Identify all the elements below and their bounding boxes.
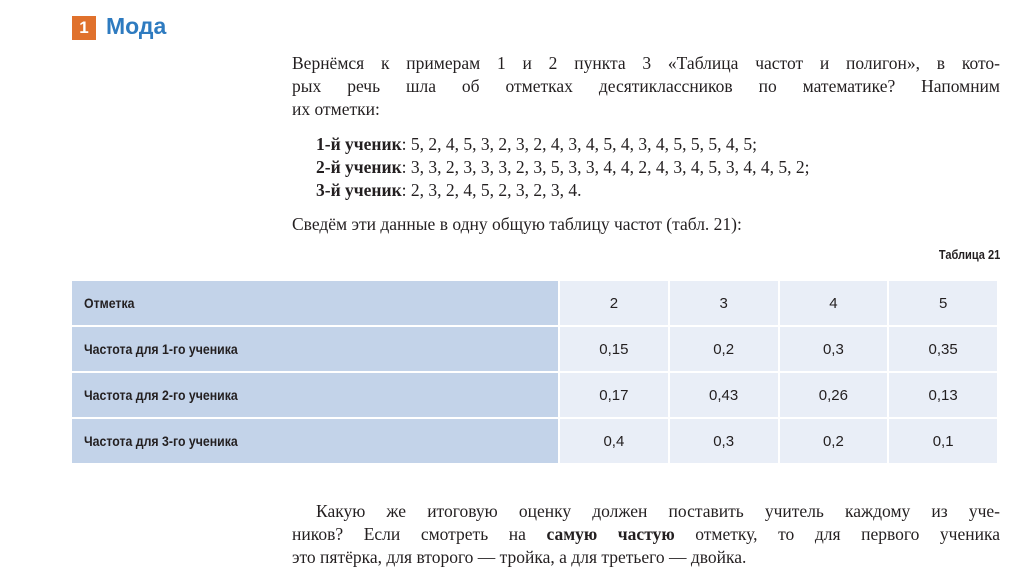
text-line: рых речь шла об отметках десятиклассников по математике? Напомним bbox=[292, 76, 1000, 96]
table-caption: Таблица 21 bbox=[938, 247, 1000, 262]
table-cell: 3 bbox=[670, 281, 778, 325]
table-cell: 0,2 bbox=[780, 419, 888, 463]
row-label-text: Частота для 2-го ученика bbox=[84, 387, 238, 403]
table-cell: 0,2 bbox=[670, 327, 778, 371]
summary-text: Сведём эти данные в одну общую таблицу частот (табл. 21): bbox=[292, 214, 742, 234]
student-1-marks bbox=[316, 133, 810, 156]
text-line: это пятёрка, для второго — тройка, а для третьего — двойка. bbox=[292, 547, 747, 567]
row-label bbox=[72, 373, 558, 417]
student-label: 1-й ученик bbox=[316, 134, 402, 154]
table-cell: 0,1 bbox=[889, 419, 997, 463]
table-cell: 0,13 bbox=[889, 373, 997, 417]
table-cell: 0,35 bbox=[889, 327, 997, 371]
marks: : 5, 2, 4, 5, 3, 2, 3, 2, 4, 3, 4, 5, 4, 3, 4, 5, 5, 5, 4, 5; bbox=[401, 134, 758, 154]
table-cell: 0,26 bbox=[780, 373, 888, 417]
student-marks-list bbox=[316, 133, 810, 202]
student-2-marks bbox=[316, 156, 810, 179]
row-label bbox=[72, 281, 558, 325]
marks: : 3, 3, 2, 3, 3, 3, 2, 3, 5, 3, 3, 4, 4, 2, 4, 3, 4, 5, 3, 4, 4, 5, 2; bbox=[401, 157, 810, 177]
frequency-table bbox=[70, 279, 999, 465]
text-line bbox=[292, 523, 1000, 546]
text: отметку, то для первого ученика bbox=[674, 524, 1000, 544]
table-row bbox=[72, 419, 997, 463]
section-title: Мода bbox=[106, 13, 167, 39]
table-cell: 0,17 bbox=[560, 373, 668, 417]
text-line: Вернёмся к примерам 1 и 2 пункта 3 «Таблица частот и полигон», в кото- bbox=[292, 53, 1000, 73]
student-3-marks bbox=[316, 179, 810, 202]
table-cell: 4 bbox=[780, 281, 888, 325]
row-label bbox=[72, 419, 558, 463]
marks: : 2, 3, 2, 4, 5, 2, 3, 2, 3, 4. bbox=[401, 180, 582, 200]
emphasis-text: самую частую bbox=[546, 524, 675, 544]
table-cell: 2 bbox=[560, 281, 668, 325]
intro-paragraph bbox=[292, 52, 1000, 121]
text-line: Какую же итоговую оценку должен поставить учитель каждому из уче- bbox=[316, 501, 1000, 521]
table-cell: 0,15 bbox=[560, 327, 668, 371]
student-label: 3-й ученик bbox=[316, 180, 402, 200]
row-label bbox=[72, 327, 558, 371]
row-label-text: Частота для 3-го ученика bbox=[84, 433, 238, 449]
student-label: 2-й ученик bbox=[316, 157, 402, 177]
table-row bbox=[72, 281, 997, 325]
table-row bbox=[72, 373, 997, 417]
section-number-badge: 1 bbox=[72, 16, 96, 40]
table-row bbox=[72, 327, 997, 371]
text: ников? Если смотреть на bbox=[292, 524, 547, 544]
row-label-text: Частота для 1-го ученика bbox=[84, 341, 238, 357]
row-label-text: Отметка bbox=[84, 295, 135, 311]
table-cell: 0,3 bbox=[780, 327, 888, 371]
table-cell: 0,4 bbox=[560, 419, 668, 463]
conclusion-paragraph bbox=[292, 500, 1000, 569]
table-cell: 5 bbox=[889, 281, 997, 325]
table-cell: 0,3 bbox=[670, 419, 778, 463]
text-line: их отметки: bbox=[292, 99, 380, 119]
table-cell: 0,43 bbox=[670, 373, 778, 417]
